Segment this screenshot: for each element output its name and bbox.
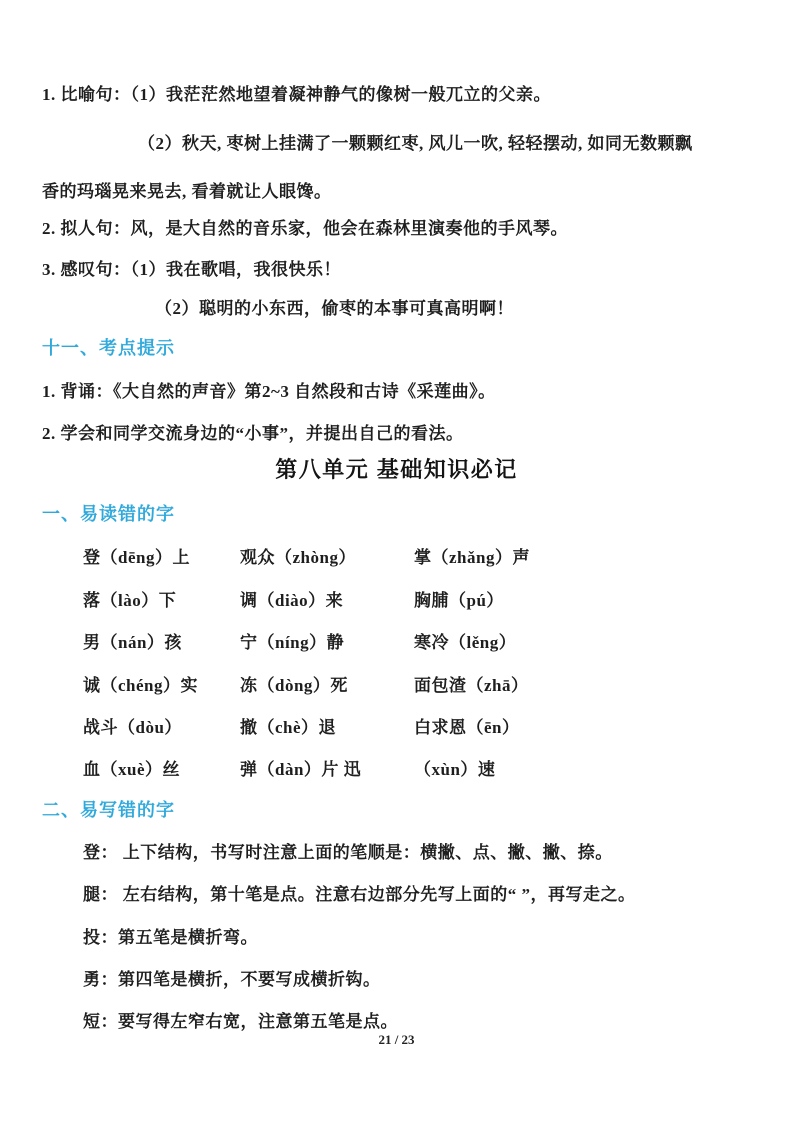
misread-word-row <box>83 628 753 653</box>
word-entry: 调（diào）来 <box>240 591 344 610</box>
exam-tips-heading: 十一、考点提示 <box>42 338 175 358</box>
word-entry: 男（nán）孩 <box>83 633 182 652</box>
word-entry: 掌（zhǎng）声 <box>414 548 530 567</box>
unit-title: 第八单元 基础知识必记 <box>275 457 518 482</box>
word-entry: 战斗（dòu） <box>83 718 182 737</box>
word-entry: 胸脯（pú） <box>414 591 504 610</box>
word-entry: 面包渣（zhā） <box>414 676 529 695</box>
stroke-note-duan: 短：要写得左窄右宽，注意第五笔是点。 <box>83 1012 398 1031</box>
exam-tip-item-2: 2. 学会和同学交流身边的“小事”，并提出自己的看法。 <box>42 424 464 443</box>
word-entry: 血（xuè）丝 <box>83 760 180 779</box>
stroke-note-tou: 投：第五笔是横折弯。 <box>83 928 258 947</box>
word-entry: 白求恩（ēn） <box>414 718 520 737</box>
misread-word-row <box>83 755 753 780</box>
word-entry: 寒冷（lěng） <box>414 633 517 652</box>
word-entry: 撤（chè）退 <box>240 718 337 737</box>
word-entry: 弹（dàn）片 迅 <box>240 760 362 779</box>
word-entry: 观众（zhòng） <box>240 548 356 567</box>
page-number: 21 / 23 <box>378 1032 415 1047</box>
misread-word-row <box>83 671 753 696</box>
misread-word-row <box>83 543 753 568</box>
personification-sentence-line: 2. 拟人句：风，是大自然的音乐家，他会在森林里演奏他的手风琴。 <box>42 219 568 238</box>
exclamation-sentence-line-1: 3. 感叹句：（1）我在歌唱，我很快乐！ <box>42 260 341 279</box>
simile-sentence-line-2: （2）秋天, 枣树上挂满了一颗颗红枣, 风儿一吹, 轻轻摆动, 如同无数颗飘 <box>138 134 693 153</box>
simile-sentence-line-3: 香的玛瑙晃来晃去, 看着就让人眼馋。 <box>42 182 332 201</box>
miswritten-characters-heading: 二、易写错的字 <box>42 800 175 820</box>
exam-tip-item-1: 1. 背诵：《大自然的声音》第2~3 自然段和古诗《采莲曲》。 <box>42 382 496 401</box>
stroke-note-deng: 登： 上下结构，书写时注意上面的笔顺是：横撇、点、撇、撇、捺。 <box>83 843 613 862</box>
exclamation-sentence-line-2: （2）聪明的小东西，偷枣的本事可真高明啊！ <box>155 299 514 318</box>
stroke-note-yong: 勇：第四笔是横折，不要写成横折钩。 <box>83 970 381 989</box>
misread-characters-heading: 一、易读错的字 <box>42 504 175 524</box>
misread-word-row <box>83 713 753 738</box>
word-entry: 宁（níng）静 <box>240 633 345 652</box>
simile-sentence-line-1: 1. 比喻句：（1）我茫茫然地望着凝神静气的像树一般兀立的父亲。 <box>42 85 551 104</box>
word-entry: 冻（dòng）死 <box>240 676 348 695</box>
word-entry: 落（lào）下 <box>83 591 177 610</box>
word-entry: （xùn）速 <box>414 760 496 779</box>
word-entry: 登（dēng）上 <box>83 548 190 567</box>
word-entry: 诚（chéng）实 <box>83 676 198 695</box>
stroke-note-tui: 腿： 左右结构，第十笔是点。注意右边部分先写上面的“ ”，再写走之。 <box>83 885 636 904</box>
misread-word-row <box>83 586 753 611</box>
